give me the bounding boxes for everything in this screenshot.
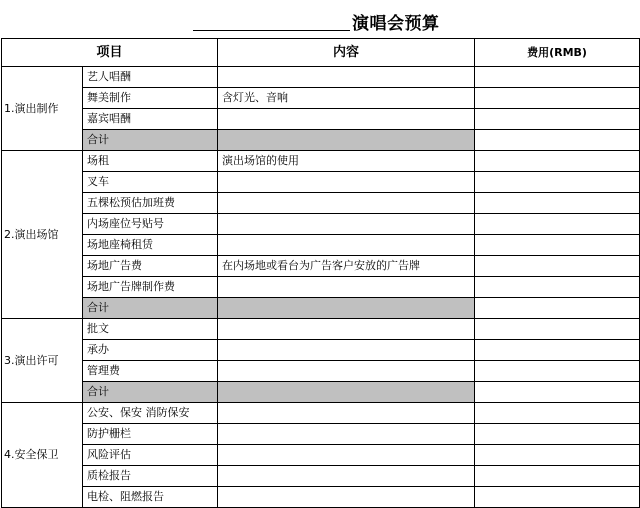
fee-cell[interactable] [475, 130, 640, 151]
table-row [2, 340, 640, 361]
fee-cell[interactable] [475, 172, 640, 193]
fee-cell[interactable] [475, 319, 640, 340]
content-cell[interactable] [218, 424, 475, 445]
content-cell[interactable]: 含灯光、音响 [218, 88, 475, 109]
budget-table [1, 38, 640, 508]
header-content: 内容 [218, 39, 475, 67]
content-cell[interactable] [218, 340, 475, 361]
item-cell[interactable]: 场地广告牌制作费 [83, 277, 218, 298]
content-cell[interactable] [218, 382, 475, 403]
subtotal-row [2, 382, 640, 403]
item-cell[interactable]: 防护栅栏 [83, 424, 218, 445]
item-cell[interactable]: 合计 [83, 382, 218, 403]
item-cell[interactable]: 管理费 [83, 361, 218, 382]
fee-cell[interactable] [475, 235, 640, 256]
table-row [2, 277, 640, 298]
header-row [2, 39, 640, 67]
fee-cell[interactable] [475, 88, 640, 109]
table-row [2, 235, 640, 256]
content-cell[interactable] [218, 109, 475, 130]
item-cell[interactable]: 叉车 [83, 172, 218, 193]
content-cell[interactable] [218, 67, 475, 88]
item-cell[interactable]: 艺人唱酬 [83, 67, 218, 88]
page-title: 演唱会预算 [352, 14, 440, 34]
content-cell[interactable] [218, 298, 475, 319]
fee-cell[interactable] [475, 256, 640, 277]
section-name-cell: 1.演出制作 [2, 67, 83, 151]
item-cell[interactable]: 舞美制作 [83, 88, 218, 109]
content-cell[interactable]: 演出场馆的使用 [218, 151, 475, 172]
item-cell[interactable]: 合计 [83, 298, 218, 319]
fee-cell[interactable] [475, 214, 640, 235]
fee-cell[interactable] [475, 109, 640, 130]
subtotal-row [2, 130, 640, 151]
table-row [2, 193, 640, 214]
content-cell[interactable] [218, 319, 475, 340]
table-row [2, 67, 640, 88]
table-row [2, 466, 640, 487]
item-cell[interactable]: 风险评估 [83, 445, 218, 466]
content-cell[interactable] [218, 193, 475, 214]
content-cell[interactable] [218, 235, 475, 256]
table-row [2, 487, 640, 508]
fee-cell[interactable] [475, 382, 640, 403]
fee-cell[interactable] [475, 361, 640, 382]
content-cell[interactable] [218, 172, 475, 193]
item-cell[interactable]: 场租 [83, 151, 218, 172]
table-row [2, 319, 640, 340]
budget-body [2, 67, 640, 508]
table-row [2, 424, 640, 445]
table-row [2, 109, 640, 130]
item-cell[interactable]: 合计 [83, 130, 218, 151]
fee-cell[interactable] [475, 340, 640, 361]
title-area [0, 0, 640, 38]
fee-cell[interactable] [475, 487, 640, 508]
section-name-cell: 3.演出许可 [2, 319, 83, 403]
item-cell[interactable]: 场地广告费 [83, 256, 218, 277]
content-cell[interactable] [218, 445, 475, 466]
header-item: 项目 [2, 39, 218, 67]
fee-cell[interactable] [475, 277, 640, 298]
fee-cell[interactable] [475, 445, 640, 466]
item-cell[interactable]: 批文 [83, 319, 218, 340]
fee-cell[interactable] [475, 193, 640, 214]
table-row [2, 256, 640, 277]
content-cell[interactable] [218, 361, 475, 382]
item-cell[interactable]: 电检、阻燃报告 [83, 487, 218, 508]
table-row [2, 151, 640, 172]
item-cell[interactable]: 嘉宾唱酬 [83, 109, 218, 130]
content-cell[interactable] [218, 487, 475, 508]
header-fee: 费用(RMB) [475, 39, 640, 67]
title-blank-line [193, 30, 350, 31]
table-row [2, 361, 640, 382]
content-cell[interactable] [218, 277, 475, 298]
content-cell[interactable] [218, 130, 475, 151]
table-row [2, 445, 640, 466]
fee-cell[interactable] [475, 466, 640, 487]
item-cell[interactable]: 承办 [83, 340, 218, 361]
item-cell[interactable]: 公安、保安 消防保安 [83, 403, 218, 424]
item-cell[interactable]: 五棵松预估加班费 [83, 193, 218, 214]
section-name-cell: 4.安全保卫 [2, 403, 83, 508]
content-cell[interactable]: 在内场地或看台为广告客户安放的广告牌 [218, 256, 475, 277]
fee-cell[interactable] [475, 67, 640, 88]
content-cell[interactable] [218, 214, 475, 235]
subtotal-row [2, 298, 640, 319]
fee-cell[interactable] [475, 151, 640, 172]
table-row [2, 403, 640, 424]
section-name-cell: 2.演出场馆 [2, 151, 83, 319]
item-cell[interactable]: 内场座位号贴号 [83, 214, 218, 235]
table-row [2, 172, 640, 193]
item-cell[interactable]: 质检报告 [83, 466, 218, 487]
fee-cell[interactable] [475, 403, 640, 424]
content-cell[interactable] [218, 466, 475, 487]
content-cell[interactable] [218, 403, 475, 424]
table-row [2, 88, 640, 109]
item-cell[interactable]: 场地座椅租赁 [83, 235, 218, 256]
fee-cell[interactable] [475, 424, 640, 445]
table-row [2, 214, 640, 235]
fee-cell[interactable] [475, 298, 640, 319]
